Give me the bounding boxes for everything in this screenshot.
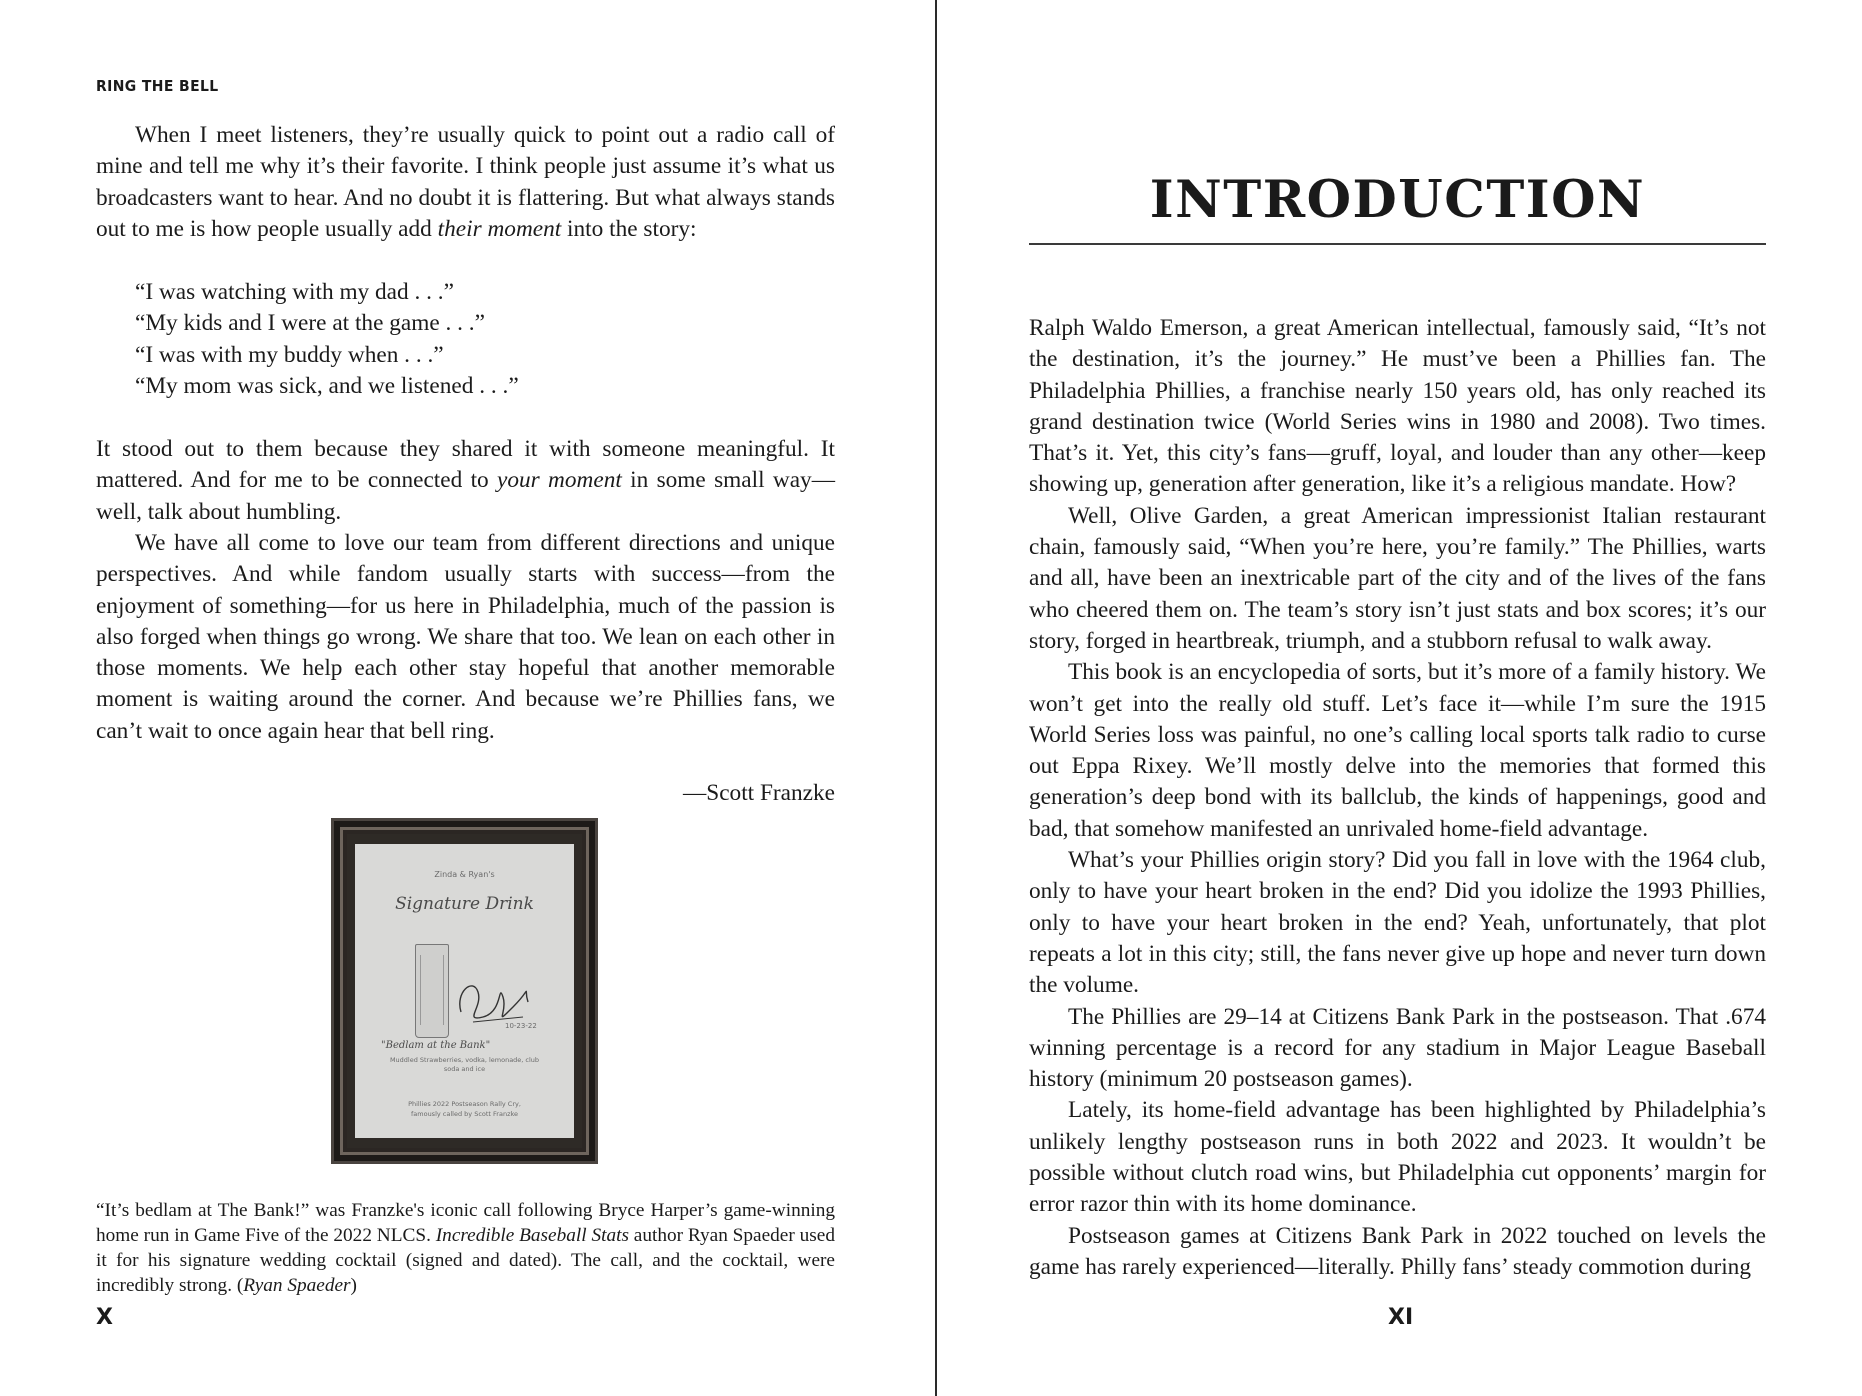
card-footer: Phillies 2022 Postseason Rally Cry,: [408, 1100, 521, 1108]
quote-line: “My mom was sick, and we listened . . .”: [135, 372, 519, 399]
chapter-rule: [1029, 243, 1766, 245]
framed-photo: [331, 818, 598, 1164]
paragraph: Postseason games at Citizens Bank Park in 2022 touched on levels the game has rarely experienced—literally. Philly fans’ steady commotion during: [1029, 1222, 1766, 1280]
paragraph: Well, Olive Garden, a great American impressionist Italian restaurant chain, famously said, “When you’re here, you’re family.” The Phillies, warts and all, have been an inextricable part of the city and of the lives of the fans who cheered them on. The team’s story isn’t just stats and box scores; it’s our story, forged in heartbreak, triumph, and a stubborn refusal to walk away.: [1029, 502, 1766, 654]
photo-caption: “It’s bedlam at The Bank!” was Franzke's iconic call following Bryce Harper’s game-winning home run in Game Five of the 2022 NLCS. Incredible Baseball Stats author Ryan Spaeder used it for his signature wedding cocktail (signed and dated). The call, and the cocktail, were incredibly strong. (Ryan Spaeder): [96, 1200, 835, 1296]
paragraph: Lately, its home-field advantage has been highlighted by Philadelphia’s unlikely lengthy postseason runs in both 2022 and 2023. It wouldn’t be possible without clutch road wins, but Philadelphia cut opponents’ margin for error razor thin with its home dominance.: [1029, 1097, 1766, 1218]
page-number: X: [96, 1305, 113, 1330]
author-signature: —Scott Franzke: [682, 780, 835, 806]
drink-name: "Bedlam at the Bank": [381, 1040, 491, 1051]
quote-line: “I was with my buddy when . . .”: [135, 341, 444, 368]
paragraph: We have all come to love our team from different directions and unique perspectives. And while fandom usually starts with success—from the enjoyment of something—for us here in Philadelphia, much of the passion is also forged when things go wrong. We share that too. We lean on each other in those moments. We help each other stay hopeful that another memorable moment is waiting around the corner. And because we’re Phillies fans, we can’t wait to once again hear that bell ring.: [96, 530, 835, 744]
paragraph: This book is an encyclopedia of sorts, but it’s more of a family history. We won’t get into the really old stuff. Let’s face it—while I’m sure the 1915 World Series loss was painful, no one’s calling local sports talk radio to curse out Eppa Rixey. We’ll mostly delve into the memories that formed this generation’s deep bond with its ballclub, the kinds of happenings, good and bad, that somehow manifested an unrivaled home-field advantage.: [1029, 659, 1766, 842]
cocktail-glass-icon: [415, 944, 449, 1038]
paragraph: Ralph Waldo Emerson, a great American intellectual, famously said, “It’s not the destination, it’s the journey.” He must’ve been a Phillies fan. The Philadelphia Phillies, a franchise nearly 150 years old, has only reached its grand destination twice (World Series wins in 1980 and 2008). Two times. That’s it. Yet, this city’s fans—gruff, loyal, and louder than any other—keep showing up, generation after generation, like it’s a religious mandate. How?: [1029, 315, 1766, 498]
card-footer: famously called by Scott Franzke: [410, 1110, 519, 1118]
quote-line: “My kids and I were at the game . . .”: [135, 310, 485, 337]
quote-line: “I was watching with my dad . . .”: [135, 279, 454, 305]
drink-description: Muddled Strawberries, vodka, lemonade, club soda and ice: [389, 1056, 540, 1073]
quote-list: [135, 277, 835, 402]
paragraph: What’s your Phillies origin story? Did you fall in love with the 1964 club, only to have your heart broken in the end? Did you idolize the 1993 Phillies, only to have your heart broken in the end? Yeah, unfortunately, that plot repeats a lot in this city; still, the fans never give up hope and never turn down the volume.: [1029, 847, 1766, 999]
right-text-block: [1029, 313, 1766, 1283]
paragraph: When I meet listeners, they’re usually quick to point out a radio call of mine and tell me why it’s their favorite. I think people just assume it’s what us broadcasters want to hear. And no doubt it is flattering. But what always stands out to me is how people usually add their moment into the story:: [96, 122, 835, 242]
card-title: Signature Drink: [395, 894, 534, 914]
paragraph: The Phillies are 29–14 at Citizens Bank Park in the postseason. That .674 winning percentage is a record for any stadium in Major League Baseball history (minimum 20 postseason games).: [1029, 1003, 1766, 1093]
running-head: RING THE BELL: [96, 77, 219, 95]
page-number: XI: [1388, 1305, 1414, 1330]
chapter-title: INTRODUCTION: [1149, 170, 1646, 230]
signed-date: 10-23-22: [505, 1022, 537, 1030]
photo-card: [355, 844, 574, 1138]
paragraph: It stood out to them because they shared it with someone meaningful. It mattered. And for me to be connected to your moment in some small way—well, talk about humbling.: [96, 436, 835, 525]
card-top-text: Zinda & Ryan's: [434, 870, 495, 879]
